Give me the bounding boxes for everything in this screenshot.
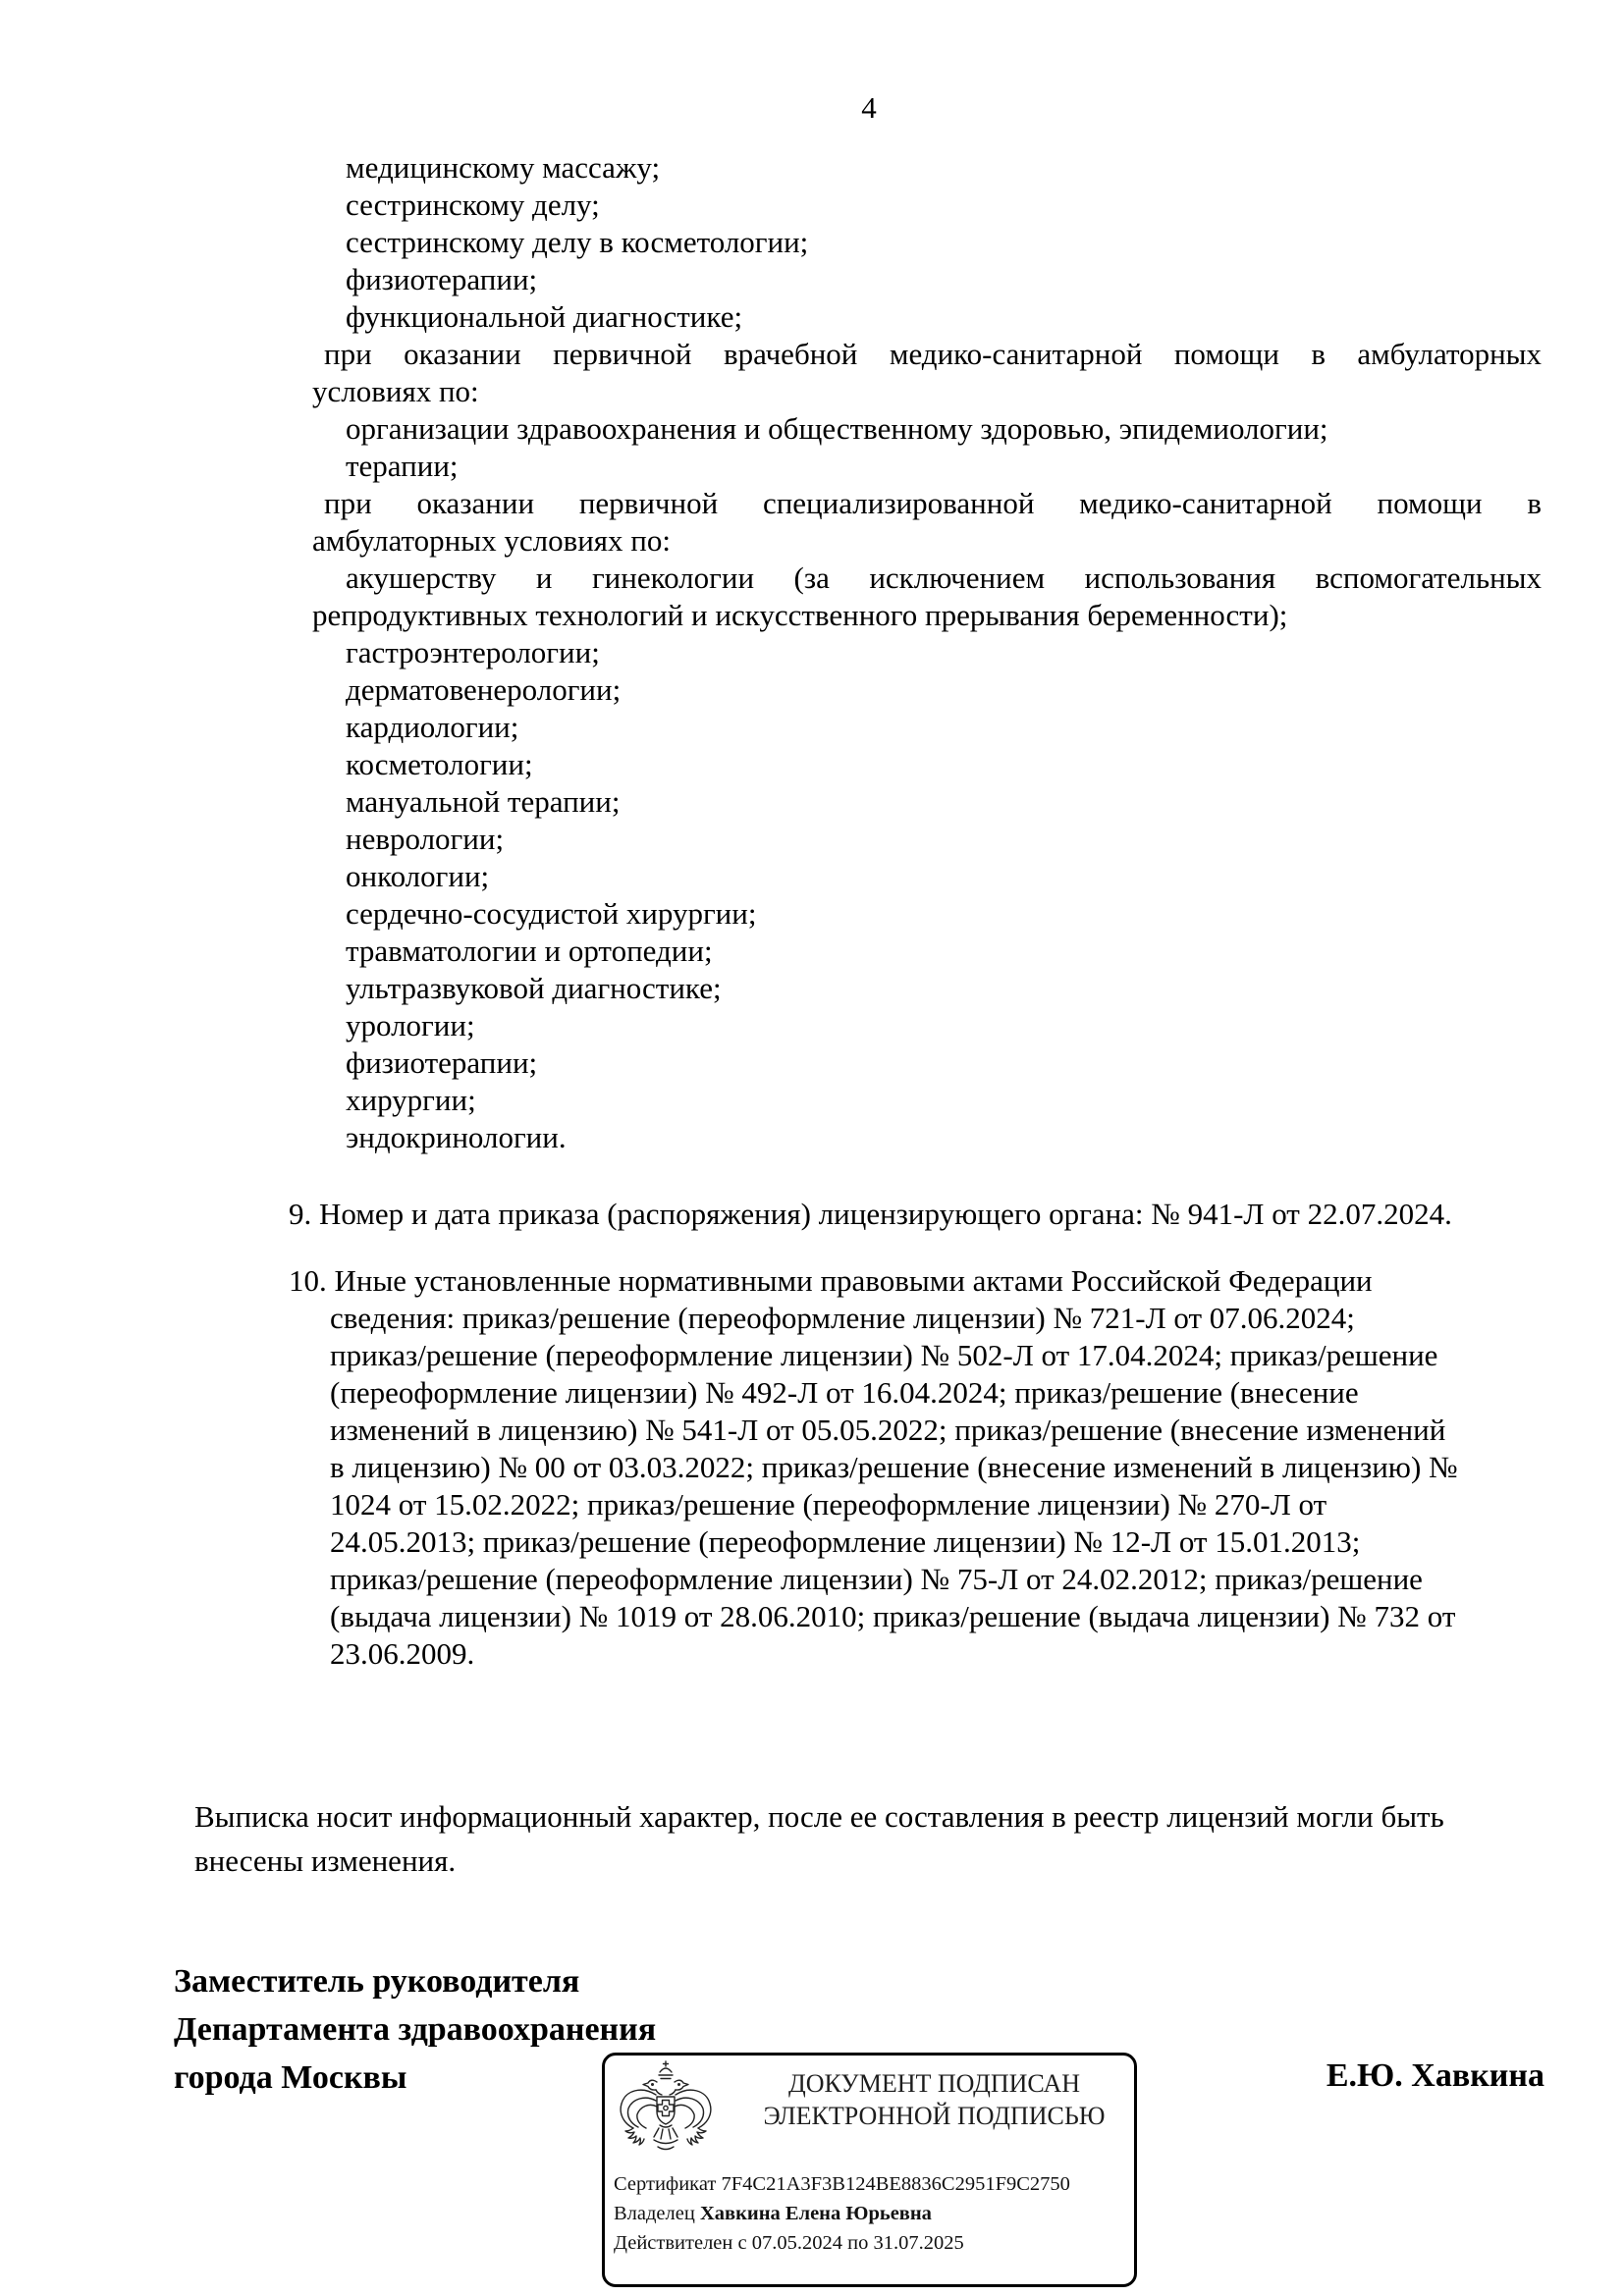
text-line: акушерству и гинекологии (за исключением использования вспомогательных bbox=[346, 561, 1542, 595]
text-line: репродуктивных технологий и искусственного прерывания беременности); bbox=[312, 598, 1288, 632]
text-line: организации здравоохранения и общественному здоровью, эпидемиологии; bbox=[346, 411, 1328, 446]
owner-value: Хавкина Елена Юрьевна bbox=[699, 2203, 932, 2224]
text-line: Выписка носит информационный характер, после ее составления в реестр лицензий могли быть bbox=[194, 1799, 1444, 1834]
text-line: Департамента здравоохранения bbox=[174, 2011, 657, 2048]
text-line: приказ/решение (переоформление лицензии) № 502-Л от 17.04.2024; приказ/решение bbox=[330, 1338, 1438, 1372]
text-line: дерматовенерологии; bbox=[346, 672, 622, 707]
body-text-block bbox=[0, 149, 1624, 1673]
page-number: 4 bbox=[861, 90, 877, 125]
text-line: кардиологии; bbox=[346, 710, 519, 744]
text-line: условиях по: bbox=[312, 374, 479, 408]
owner-label: Владелец bbox=[614, 2203, 700, 2224]
signatory-title bbox=[174, 1957, 656, 2102]
text-line: амбулаторных условиях по: bbox=[312, 523, 672, 558]
certificate-label: Сертификат bbox=[614, 2173, 722, 2195]
stamp-header bbox=[742, 2067, 1126, 2132]
text-line: 1024 от 15.02.2022; приказ/решение (переоформление лицензии) № 270-Л от bbox=[330, 1487, 1327, 1522]
text-line: (переоформление лицензии) № 492-Л от 16.04.2024; приказ/решение (внесение bbox=[330, 1375, 1359, 1410]
text-line: изменений в лицензию) № 541-Л от 05.05.2022; приказ/решение (внесение изменений bbox=[330, 1413, 1446, 1447]
text-line: внесены изменения. bbox=[194, 1843, 457, 1878]
text-line: мануальной терапии; bbox=[346, 784, 621, 819]
text-line: эндокринологии. bbox=[346, 1120, 567, 1154]
license-activities-list bbox=[0, 149, 1624, 1156]
text-line: в лицензию) № 00 от 03.03.2022; приказ/решение (внесение изменений в лицензию) № bbox=[330, 1450, 1458, 1484]
text-line: 9. Номер и дата приказа (распоряжения) лицензирующего органа: № 941-Л от 22.07.2024. bbox=[289, 1197, 1452, 1231]
certificate-line bbox=[614, 2171, 1128, 2198]
text-line: косметологии; bbox=[346, 747, 533, 781]
text-line: при оказании первичной специализированной медико-санитарной помощи в bbox=[324, 486, 1542, 520]
text-line: Заместитель руководителя bbox=[174, 1963, 580, 2000]
text-line: хирургии; bbox=[346, 1083, 476, 1117]
stamp-header-line-2: ЭЛЕКТРОННОЙ ПОДПИСЬЮ bbox=[763, 2102, 1106, 2130]
text-line: сведения: приказ/решение (переоформление лицензии) № 721-Л от 07.06.2024; bbox=[330, 1301, 1355, 1335]
text-line: урологии; bbox=[346, 1008, 475, 1042]
informational-note bbox=[194, 1794, 1559, 1883]
item-9-order-number bbox=[0, 1196, 1624, 1233]
stamp-header-line-1: ДОКУМЕНТ ПОДПИСАН bbox=[787, 2069, 1081, 2098]
text-line: физиотерапии; bbox=[346, 262, 538, 296]
double-headed-eagle-icon bbox=[617, 2059, 715, 2165]
text-line: при оказании первичной врачебной медико-санитарной помощи в амбулаторных bbox=[324, 337, 1542, 371]
text-line: сестринскому делу; bbox=[346, 187, 600, 222]
text-line: травматологии и ортопедии; bbox=[346, 934, 713, 968]
text-line: медицинскому массажу; bbox=[346, 150, 661, 185]
text-line: терапии; bbox=[346, 449, 459, 483]
text-line: 10. Иные установленные нормативными правовыми актами Российской Федерации bbox=[289, 1263, 1373, 1298]
owner-line bbox=[614, 2201, 1128, 2227]
electronic-signature-stamp bbox=[602, 2053, 1137, 2287]
text-line: 23.06.2009. bbox=[330, 1636, 475, 1671]
text-line: функциональной диагностике; bbox=[346, 299, 743, 334]
text-line: онкологии; bbox=[346, 859, 490, 893]
text-line: гастроэнтерологии; bbox=[346, 635, 600, 669]
text-line: (выдача лицензии) № 1019 от 28.06.2010; приказ/решение (выдача лицензии) № 732 от bbox=[330, 1599, 1456, 1633]
text-line: сестринскому делу в косметологии; bbox=[346, 225, 809, 259]
text-line: 24.05.2013; приказ/решение (переоформление лицензии) № 12-Л от 15.01.2013; bbox=[330, 1524, 1361, 1559]
item-10-other-information bbox=[0, 1262, 1624, 1673]
validity-line: Действителен с 07.05.2024 по 31.07.2025 bbox=[614, 2232, 964, 2254]
text-line: приказ/решение (переоформление лицензии) № 75-Л от 24.02.2012; приказ/решение bbox=[330, 1562, 1423, 1596]
signatory-name: Е.Ю. Хавкина bbox=[1326, 2057, 1544, 2094]
text-line: ультразвуковой диагностике; bbox=[346, 971, 722, 1005]
text-line: города Москвы bbox=[174, 2059, 407, 2096]
text-line: физиотерапии; bbox=[346, 1045, 538, 1080]
text-line: неврологии; bbox=[346, 822, 505, 856]
certificate-value: 7F4C21A3F3B124BE8836C2951F9C2750 bbox=[721, 2173, 1070, 2195]
text-line: сердечно-сосудистой хирургии; bbox=[346, 896, 757, 931]
